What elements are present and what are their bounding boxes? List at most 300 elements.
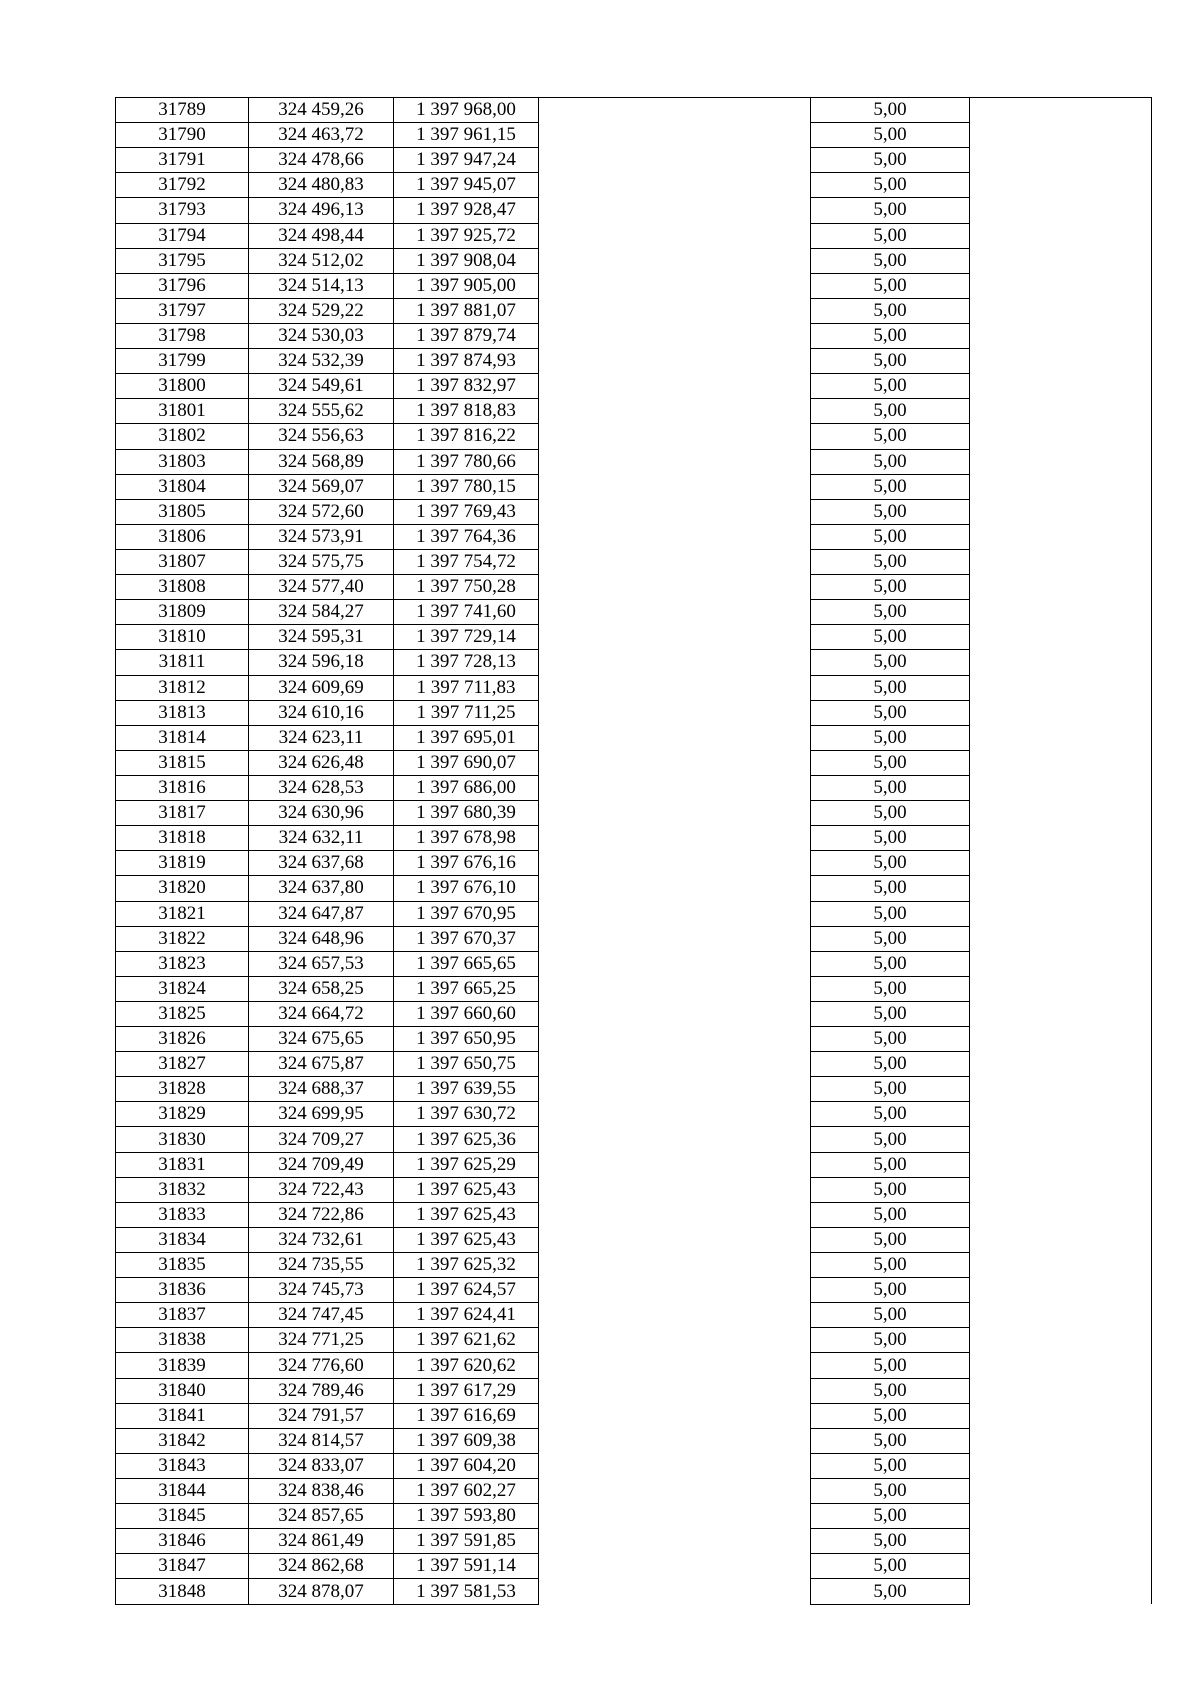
empty-cell [970,424,1152,449]
x-coordinate-cell: 324 861,49 [249,1529,394,1554]
value-cell: 5,00 [811,951,970,976]
empty-cell [539,926,811,951]
x-coordinate-cell: 324 648,96 [249,926,394,951]
point-number-cell: 31816 [116,775,249,800]
point-number-cell: 31844 [116,1479,249,1504]
empty-cell [539,399,811,424]
table-row [116,98,1152,123]
empty-cell [539,801,811,826]
empty-cell [539,524,811,549]
empty-cell [970,1152,1152,1177]
value-cell: 5,00 [811,549,970,574]
empty-cell [539,901,811,926]
empty-cell [970,775,1152,800]
point-number-cell: 31824 [116,976,249,1001]
point-number-cell: 31843 [116,1453,249,1478]
value-cell: 5,00 [811,725,970,750]
y-coordinate-cell: 1 397 874,93 [394,349,539,374]
x-coordinate-cell: 324 857,65 [249,1504,394,1529]
empty-cell [539,1001,811,1026]
x-coordinate-cell: 324 480,83 [249,173,394,198]
point-number-cell: 31819 [116,851,249,876]
point-number-cell: 31803 [116,449,249,474]
y-coordinate-cell: 1 397 609,38 [394,1428,539,1453]
empty-cell [539,1027,811,1052]
empty-cell [539,851,811,876]
y-coordinate-cell: 1 397 625,29 [394,1152,539,1177]
table-row [116,1202,1152,1227]
empty-cell [970,700,1152,725]
y-coordinate-cell: 1 397 925,72 [394,223,539,248]
x-coordinate-cell: 324 878,07 [249,1579,394,1604]
empty-cell [970,1253,1152,1278]
point-number-cell: 31818 [116,826,249,851]
empty-cell [970,1479,1152,1504]
empty-cell [970,1227,1152,1252]
point-number-cell: 31791 [116,148,249,173]
x-coordinate-cell: 324 658,25 [249,976,394,1001]
point-number-cell: 31845 [116,1504,249,1529]
x-coordinate-cell: 324 699,95 [249,1102,394,1127]
x-coordinate-cell: 324 530,03 [249,323,394,348]
value-cell: 5,00 [811,976,970,1001]
empty-cell [970,575,1152,600]
empty-cell [970,876,1152,901]
value-cell: 5,00 [811,1227,970,1252]
point-number-cell: 31833 [116,1202,249,1227]
empty-cell [539,474,811,499]
empty-cell [970,750,1152,775]
x-coordinate-cell: 324 626,48 [249,750,394,775]
empty-cell [539,625,811,650]
x-coordinate-cell: 324 610,16 [249,700,394,725]
x-coordinate-cell: 324 568,89 [249,449,394,474]
table-row [116,826,1152,851]
y-coordinate-cell: 1 397 780,66 [394,449,539,474]
x-coordinate-cell: 324 791,57 [249,1403,394,1428]
point-number-cell: 31798 [116,323,249,348]
value-cell: 5,00 [811,524,970,549]
y-coordinate-cell: 1 397 818,83 [394,399,539,424]
value-cell: 5,00 [811,374,970,399]
value-cell: 5,00 [811,1303,970,1328]
point-number-cell: 31811 [116,650,249,675]
y-coordinate-cell: 1 397 670,95 [394,901,539,926]
empty-cell [970,374,1152,399]
point-number-cell: 31825 [116,1001,249,1026]
table-row [116,1428,1152,1453]
y-coordinate-cell: 1 397 621,62 [394,1328,539,1353]
table-row [116,298,1152,323]
value-cell: 5,00 [811,1177,970,1202]
empty-cell [970,123,1152,148]
point-number-cell: 31834 [116,1227,249,1252]
empty-cell [539,675,811,700]
table-row [116,1227,1152,1252]
value-cell: 5,00 [811,323,970,348]
y-coordinate-cell: 1 397 680,39 [394,801,539,826]
x-coordinate-cell: 324 532,39 [249,349,394,374]
y-coordinate-cell: 1 397 676,16 [394,851,539,876]
x-coordinate-cell: 324 595,31 [249,625,394,650]
point-number-cell: 31835 [116,1253,249,1278]
value-cell: 5,00 [811,499,970,524]
table-row [116,951,1152,976]
x-coordinate-cell: 324 584,27 [249,600,394,625]
value-cell: 5,00 [811,851,970,876]
empty-cell [970,1278,1152,1303]
table-row [116,1127,1152,1152]
x-coordinate-cell: 324 628,53 [249,775,394,800]
y-coordinate-cell: 1 397 604,20 [394,1453,539,1478]
point-number-cell: 31813 [116,700,249,725]
empty-cell [539,1253,811,1278]
x-coordinate-cell: 324 732,61 [249,1227,394,1252]
x-coordinate-cell: 324 498,44 [249,223,394,248]
x-coordinate-cell: 324 478,66 [249,148,394,173]
y-coordinate-cell: 1 397 650,95 [394,1027,539,1052]
table-row [116,399,1152,424]
empty-cell [539,298,811,323]
x-coordinate-cell: 324 735,55 [249,1253,394,1278]
value-cell: 5,00 [811,1529,970,1554]
x-coordinate-cell: 324 664,72 [249,1001,394,1026]
x-coordinate-cell: 324 609,69 [249,675,394,700]
table-row [116,474,1152,499]
table-row [116,273,1152,298]
value-cell: 5,00 [811,1052,970,1077]
empty-cell [970,1052,1152,1077]
empty-cell [539,1554,811,1579]
y-coordinate-cell: 1 397 769,43 [394,499,539,524]
table-row [116,549,1152,574]
empty-cell [970,1504,1152,1529]
table-row [116,1453,1152,1478]
empty-cell [539,1127,811,1152]
empty-cell [970,625,1152,650]
empty-cell [970,1102,1152,1127]
y-coordinate-cell: 1 397 624,57 [394,1278,539,1303]
table-row [116,1102,1152,1127]
table-row [116,775,1152,800]
empty-cell [539,976,811,1001]
point-number-cell: 31838 [116,1328,249,1353]
empty-cell [539,1052,811,1077]
value-cell: 5,00 [811,298,970,323]
value-cell: 5,00 [811,1353,970,1378]
table-row [116,600,1152,625]
x-coordinate-cell: 324 556,63 [249,424,394,449]
y-coordinate-cell: 1 397 686,00 [394,775,539,800]
y-coordinate-cell: 1 397 764,36 [394,524,539,549]
empty-cell [539,1077,811,1102]
y-coordinate-cell: 1 397 678,98 [394,826,539,851]
x-coordinate-cell: 324 675,87 [249,1052,394,1077]
y-coordinate-cell: 1 397 968,00 [394,98,539,123]
empty-cell [539,1403,811,1428]
empty-cell [970,1077,1152,1102]
empty-cell [970,650,1152,675]
empty-cell [539,123,811,148]
table-row [116,148,1152,173]
point-number-cell: 31822 [116,926,249,951]
point-number-cell: 31799 [116,349,249,374]
x-coordinate-cell: 324 776,60 [249,1353,394,1378]
x-coordinate-cell: 324 688,37 [249,1077,394,1102]
y-coordinate-cell: 1 397 695,01 [394,725,539,750]
value-cell: 5,00 [811,650,970,675]
table-row [116,1001,1152,1026]
table-row [116,1278,1152,1303]
empty-cell [539,1102,811,1127]
y-coordinate-cell: 1 397 624,41 [394,1303,539,1328]
table-row [116,675,1152,700]
empty-cell [539,424,811,449]
value-cell: 5,00 [811,173,970,198]
empty-cell [539,1227,811,1252]
value-cell: 5,00 [811,1504,970,1529]
y-coordinate-cell: 1 397 670,37 [394,926,539,951]
y-coordinate-cell: 1 397 625,43 [394,1202,539,1227]
y-coordinate-cell: 1 397 945,07 [394,173,539,198]
y-coordinate-cell: 1 397 690,07 [394,750,539,775]
x-coordinate-cell: 324 623,11 [249,725,394,750]
table-row [116,1529,1152,1554]
empty-cell [970,901,1152,926]
value-cell: 5,00 [811,474,970,499]
empty-cell [970,1529,1152,1554]
x-coordinate-cell: 324 722,43 [249,1177,394,1202]
empty-cell [970,951,1152,976]
empty-cell [539,1328,811,1353]
y-coordinate-cell: 1 397 625,43 [394,1227,539,1252]
x-coordinate-cell: 324 771,25 [249,1328,394,1353]
x-coordinate-cell: 324 862,68 [249,1554,394,1579]
table-row [116,499,1152,524]
empty-cell [970,1027,1152,1052]
value-cell: 5,00 [811,1453,970,1478]
value-cell: 5,00 [811,1001,970,1026]
y-coordinate-cell: 1 397 639,55 [394,1077,539,1102]
y-coordinate-cell: 1 397 908,04 [394,248,539,273]
point-number-cell: 31832 [116,1177,249,1202]
empty-cell [970,399,1152,424]
table-row [116,1403,1152,1428]
empty-cell [539,1202,811,1227]
point-number-cell: 31820 [116,876,249,901]
table-row [116,1052,1152,1077]
value-cell: 5,00 [811,1152,970,1177]
point-number-cell: 31841 [116,1403,249,1428]
y-coordinate-cell: 1 397 581,53 [394,1579,539,1604]
value-cell: 5,00 [811,1479,970,1504]
empty-cell [970,1378,1152,1403]
point-number-cell: 31795 [116,248,249,273]
point-number-cell: 31810 [116,625,249,650]
y-coordinate-cell: 1 397 650,75 [394,1052,539,1077]
point-number-cell: 31839 [116,1353,249,1378]
empty-cell [539,600,811,625]
point-number-cell: 31793 [116,198,249,223]
empty-cell [539,273,811,298]
point-number-cell: 31812 [116,675,249,700]
x-coordinate-cell: 324 675,65 [249,1027,394,1052]
table-row [116,198,1152,223]
y-coordinate-cell: 1 397 905,00 [394,273,539,298]
y-coordinate-cell: 1 397 729,14 [394,625,539,650]
empty-cell [970,524,1152,549]
y-coordinate-cell: 1 397 660,60 [394,1001,539,1026]
value-cell: 5,00 [811,1202,970,1227]
x-coordinate-cell: 324 512,02 [249,248,394,273]
y-coordinate-cell: 1 397 728,13 [394,650,539,675]
empty-cell [539,549,811,574]
x-coordinate-cell: 324 637,80 [249,876,394,901]
table-row [116,1479,1152,1504]
table-row [116,575,1152,600]
point-number-cell: 31802 [116,424,249,449]
y-coordinate-cell: 1 397 754,72 [394,549,539,574]
empty-cell [970,223,1152,248]
x-coordinate-cell: 324 747,45 [249,1303,394,1328]
table-row [116,901,1152,926]
empty-cell [970,1127,1152,1152]
x-coordinate-cell: 324 577,40 [249,575,394,600]
y-coordinate-cell: 1 397 711,83 [394,675,539,700]
y-coordinate-cell: 1 397 676,10 [394,876,539,901]
x-coordinate-cell: 324 459,26 [249,98,394,123]
point-number-cell: 31831 [116,1152,249,1177]
x-coordinate-cell: 324 657,53 [249,951,394,976]
x-coordinate-cell: 324 596,18 [249,650,394,675]
x-coordinate-cell: 324 745,73 [249,1278,394,1303]
empty-cell [970,499,1152,524]
value-cell: 5,00 [811,1077,970,1102]
empty-cell [970,1403,1152,1428]
point-number-cell: 31823 [116,951,249,976]
point-number-cell: 31800 [116,374,249,399]
empty-cell [539,374,811,399]
empty-cell [539,1428,811,1453]
point-number-cell: 31801 [116,399,249,424]
y-coordinate-cell: 1 397 881,07 [394,298,539,323]
x-coordinate-cell: 324 647,87 [249,901,394,926]
empty-cell [970,474,1152,499]
x-coordinate-cell: 324 833,07 [249,1453,394,1478]
y-coordinate-cell: 1 397 928,47 [394,198,539,223]
value-cell: 5,00 [811,1403,970,1428]
empty-cell [539,223,811,248]
table-row [116,1077,1152,1102]
value-cell: 5,00 [811,926,970,951]
empty-cell [970,1554,1152,1579]
empty-cell [970,851,1152,876]
point-number-cell: 31836 [116,1278,249,1303]
empty-cell [539,248,811,273]
empty-cell [539,1177,811,1202]
empty-cell [970,1353,1152,1378]
point-number-cell: 31815 [116,750,249,775]
empty-cell [970,549,1152,574]
x-coordinate-cell: 324 722,86 [249,1202,394,1227]
y-coordinate-cell: 1 397 616,69 [394,1403,539,1428]
table-row [116,650,1152,675]
point-number-cell: 31807 [116,549,249,574]
empty-cell [970,976,1152,1001]
empty-cell [970,273,1152,298]
x-coordinate-cell: 324 514,13 [249,273,394,298]
point-number-cell: 31814 [116,725,249,750]
x-coordinate-cell: 324 630,96 [249,801,394,826]
empty-cell [539,98,811,123]
empty-cell [539,700,811,725]
empty-cell [970,298,1152,323]
table-row [116,1353,1152,1378]
table-row [116,449,1152,474]
value-cell: 5,00 [811,424,970,449]
empty-cell [539,1278,811,1303]
x-coordinate-cell: 324 709,49 [249,1152,394,1177]
empty-cell [539,575,811,600]
value-cell: 5,00 [811,1579,970,1604]
table-row [116,1504,1152,1529]
empty-cell [539,876,811,901]
y-coordinate-cell: 1 397 665,25 [394,976,539,1001]
table-row [116,223,1152,248]
table-row [116,750,1152,775]
table-row [116,1328,1152,1353]
empty-cell [539,1152,811,1177]
x-coordinate-cell: 324 575,75 [249,549,394,574]
x-coordinate-cell: 324 709,27 [249,1127,394,1152]
point-number-cell: 31842 [116,1428,249,1453]
value-cell: 5,00 [811,449,970,474]
point-number-cell: 31817 [116,801,249,826]
empty-cell [970,1453,1152,1478]
table-row [116,1579,1152,1604]
x-coordinate-cell: 324 496,13 [249,198,394,223]
point-number-cell: 31848 [116,1579,249,1604]
empty-cell [539,775,811,800]
empty-cell [970,349,1152,374]
value-cell: 5,00 [811,349,970,374]
y-coordinate-cell: 1 397 741,60 [394,600,539,625]
empty-cell [970,1177,1152,1202]
empty-cell [970,826,1152,851]
empty-cell [539,449,811,474]
empty-cell [970,1303,1152,1328]
table-row [116,1253,1152,1278]
empty-cell [970,801,1152,826]
value-cell: 5,00 [811,901,970,926]
table-row [116,801,1152,826]
empty-cell [970,323,1152,348]
table-row [116,323,1152,348]
point-number-cell: 31830 [116,1127,249,1152]
point-number-cell: 31837 [116,1303,249,1328]
x-coordinate-cell: 324 529,22 [249,298,394,323]
table-row [116,1378,1152,1403]
y-coordinate-cell: 1 397 630,72 [394,1102,539,1127]
y-coordinate-cell: 1 397 780,15 [394,474,539,499]
empty-cell [539,725,811,750]
value-cell: 5,00 [811,700,970,725]
point-number-cell: 31805 [116,499,249,524]
empty-cell [970,148,1152,173]
empty-cell [970,725,1152,750]
empty-cell [539,148,811,173]
x-coordinate-cell: 324 555,62 [249,399,394,424]
